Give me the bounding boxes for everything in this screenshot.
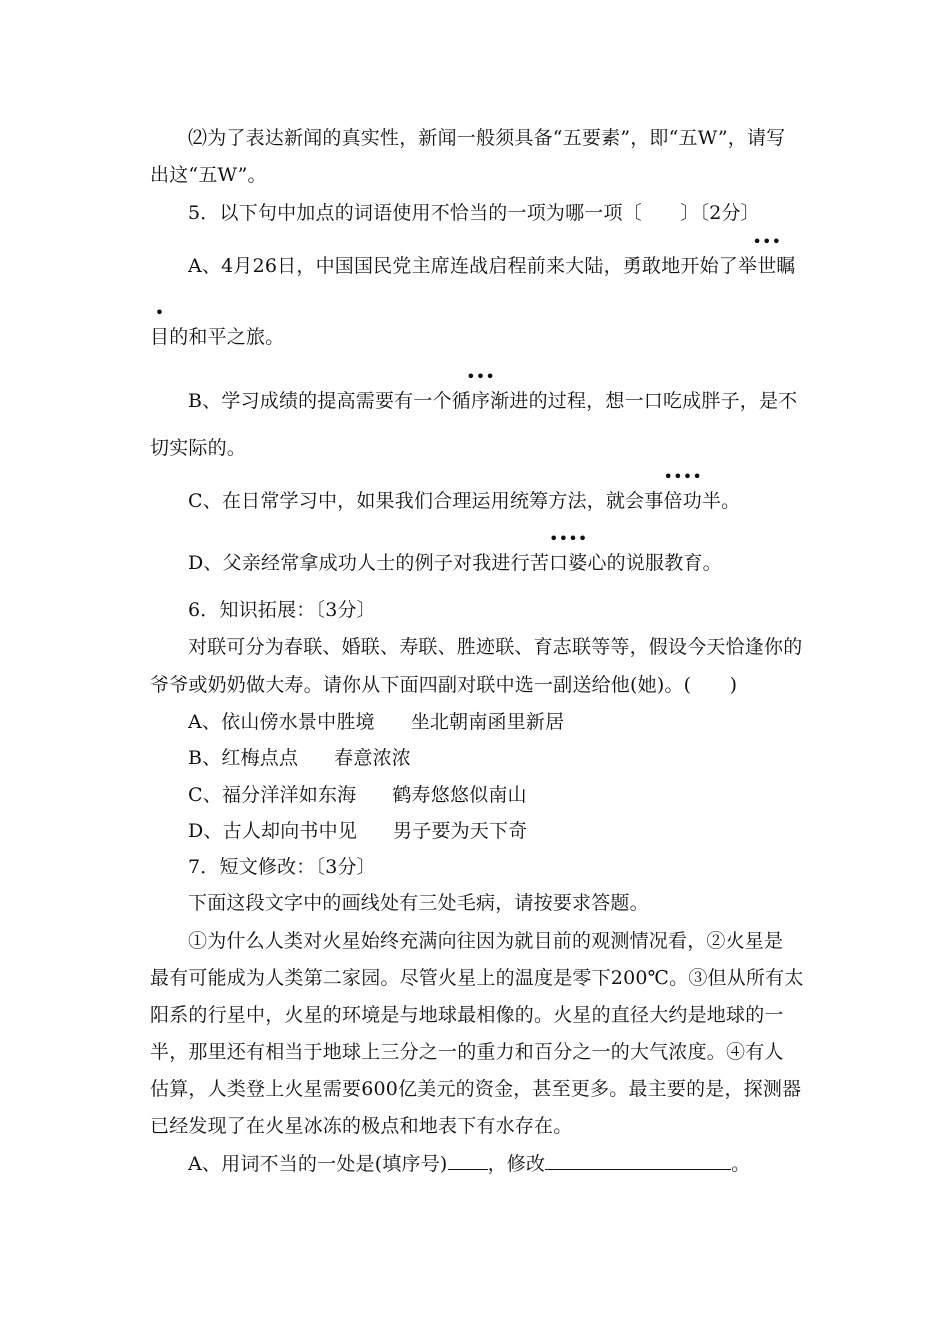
q6-option-c: C、福分洋洋如东海 鹤寿悠悠似南山 bbox=[188, 784, 527, 806]
q5-option-c: C、在日常学习中，如果我们合理运用统筹方法，就会 •••• 事倍功半。 bbox=[188, 467, 741, 512]
q5-option-a-line-2: • 目的和平之旅。 bbox=[150, 303, 285, 348]
emphasis-dotted-word: ••• 循序渐 bbox=[451, 367, 510, 412]
emphasis-dotted-word: • 目 bbox=[150, 303, 170, 348]
q7-header: 7．短文修改：〔3分〕 bbox=[188, 856, 376, 878]
q6-intro-2: 爷爷或奶奶做大寿。请你从下面四副对联中选一副送给他(她)。( ) bbox=[150, 674, 738, 696]
emphasis-dotted-word: •••• 事倍功半 bbox=[644, 467, 722, 512]
q6-header: 6．知识拓展：〔3分〕 bbox=[188, 599, 376, 621]
q4-line-1: ⑵为了表达新闻的真实性，新闻一般须具备“五要素”，即“五W”，请写 bbox=[188, 127, 786, 149]
q7-paragraph-line-6: 已经发现了在火星冰冻的极点和地表下有水存在。 bbox=[150, 1115, 573, 1137]
q5-option-b-line-2: 切实际的。 bbox=[150, 437, 247, 459]
emphasis-dotted-word: ••• 举世瞩 bbox=[738, 232, 796, 277]
q5-option-d: D、父亲经常拿成功人士的例子对我进行 •••• 苦口婆心的说服教育。 bbox=[188, 529, 722, 574]
q4-line-2: 出这“五W”。 bbox=[150, 164, 267, 186]
q7-paragraph-line-2: 最有可能成为人类第二家园。尽管火星上的温度是零下200℃。③但从所有太 bbox=[150, 967, 804, 989]
q5-option-b: B、学习成绩的提高需要有一个 ••• 循序渐进的过程，想一口吃成胖子，是不 bbox=[188, 367, 798, 412]
q6-intro-1: 对联可分为春联、婚联、寿联、胜迹联、育志联等等，假设今天恰逢你的 bbox=[188, 636, 803, 658]
q5-header: 5．以下句中加点的词语使用不恰当的一项为哪一项〔 〕〔2分〕 bbox=[188, 202, 760, 224]
q6-option-a: A、依山傍水景中胜境 坐北朝南函里新居 bbox=[188, 711, 565, 733]
answer-blank-number[interactable] bbox=[448, 1151, 488, 1170]
q6-option-b: B、红梅点点 春意浓浓 bbox=[188, 747, 411, 769]
q6-option-d: D、古人却向书中见 男子要为天下奇 bbox=[188, 820, 528, 842]
q5-option-a-text: A、4月26日，中国国民党主席连战启程前来大陆，勇敢地开始了 bbox=[188, 255, 738, 277]
q7-instruction: 下面这段文字中的画线处有三处毛病，请按要求答题。 bbox=[188, 892, 649, 914]
q7-paragraph-line-5: 估算，人类登上火星需要600亿美元的资金，甚至更多。最主要的是，探测器 bbox=[150, 1078, 802, 1100]
q7-paragraph-line-3: 阳系的行星中，火星的环境是与地球最相像的。火星的直径大约是地球的一 bbox=[150, 1004, 784, 1026]
q7-paragraph-line-4: 半，那里还有相当于地球上三分之一的重力和百分之一的大气浓度。④有人 bbox=[150, 1041, 784, 1063]
emphasis-dotted-word: •••• 苦口婆心 bbox=[529, 529, 607, 574]
q7-answer-a: A、用词不当的一处是(填序号) ，修改 。 bbox=[188, 1153, 751, 1175]
q7-paragraph-line-1: ①为什么人类对火星始终充满向往因为就目前的观测情况看，②火星是 bbox=[188, 930, 784, 952]
q5-option-a bbox=[188, 232, 796, 278]
answer-blank-correction[interactable] bbox=[545, 1151, 731, 1170]
